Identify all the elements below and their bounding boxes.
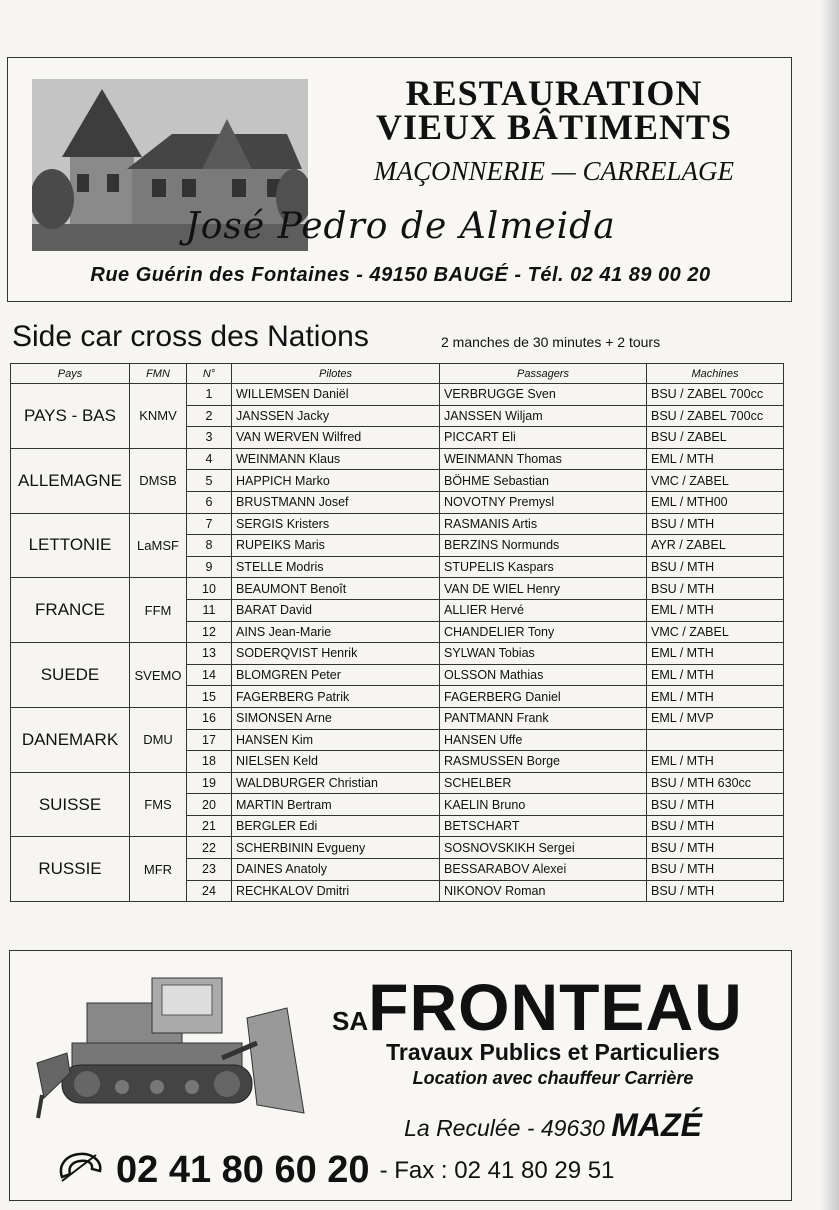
table-row	[11, 513, 784, 535]
advert-restauration	[7, 57, 792, 302]
pilot-cell: BRUSTMANN Josef	[232, 491, 440, 513]
pilot-cell: SIMONSEN Arne	[232, 707, 440, 729]
passenger-cell: SOSNOVSKIKH Sergei	[440, 837, 647, 859]
location-town: MAZÉ	[611, 1107, 702, 1143]
passenger-cell: BESSARABOV Alexei	[440, 859, 647, 881]
header-no: N°	[187, 364, 232, 384]
table-row	[11, 384, 784, 406]
number-cell: 14	[187, 664, 232, 686]
number-cell: 4	[187, 448, 232, 470]
passenger-cell: HANSEN Uffe	[440, 729, 647, 751]
number-cell: 8	[187, 535, 232, 557]
country-cell: RUSSIE	[11, 837, 130, 902]
passenger-cell: PANTMANN Frank	[440, 707, 647, 729]
machine-cell: EML / MTH00	[647, 491, 784, 513]
number-cell: 23	[187, 859, 232, 881]
pilot-cell: STELLE Modris	[232, 556, 440, 578]
country-cell: PAYS - BAS	[11, 384, 130, 449]
company-name	[332, 969, 743, 1045]
passenger-cell: SYLWAN Tobias	[440, 643, 647, 665]
header-passagers: Passagers	[440, 364, 647, 384]
passenger-cell: KAELIN Bruno	[440, 794, 647, 816]
passenger-cell: WEINMANN Thomas	[440, 448, 647, 470]
country-cell: LETTONIE	[11, 513, 130, 578]
page-edge-shadow	[821, 0, 839, 1210]
number-cell: 3	[187, 427, 232, 449]
machine-cell: EML / MTH	[647, 643, 784, 665]
table-header-row	[11, 364, 784, 384]
machine-cell: EML / MVP	[647, 707, 784, 729]
fmn-cell: SVEMO	[130, 643, 187, 708]
passenger-cell: RASMUSSEN Borge	[440, 751, 647, 773]
passenger-cell: PICCART Eli	[440, 427, 647, 449]
machine-cell: EML / MTH	[647, 751, 784, 773]
fmn-cell: DMU	[130, 707, 187, 772]
pilot-cell: RUPEIKS Maris	[232, 535, 440, 557]
pilot-cell: DAINES Anatoly	[232, 859, 440, 881]
pilot-cell: MARTIN Bertram	[232, 794, 440, 816]
machine-cell	[647, 729, 784, 751]
number-cell: 10	[187, 578, 232, 600]
fmn-cell: KNMV	[130, 384, 187, 449]
passenger-cell: ALLIER Hervé	[440, 599, 647, 621]
pilot-cell: HAPPICH Marko	[232, 470, 440, 492]
number-cell: 7	[187, 513, 232, 535]
number-cell: 19	[187, 772, 232, 794]
advert-headline-1: RESTAURATION	[405, 73, 703, 113]
machine-cell: EML / MTH	[647, 448, 784, 470]
passenger-cell: STUPELIS Kaspars	[440, 556, 647, 578]
pilot-cell: NIELSEN Keld	[232, 751, 440, 773]
machine-cell: EML / MTH	[647, 686, 784, 708]
passenger-cell: NOVOTNY Premysl	[440, 491, 647, 513]
telephone-icon	[56, 1151, 104, 1190]
number-cell: 21	[187, 815, 232, 837]
machine-cell: BSU / ZABEL 700cc	[647, 405, 784, 427]
machine-cell: BSU / MTH	[647, 794, 784, 816]
pilot-cell: WEINMANN Klaus	[232, 448, 440, 470]
number-cell: 24	[187, 880, 232, 902]
country-cell: SUEDE	[11, 643, 130, 708]
machine-cell: BSU / MTH	[647, 815, 784, 837]
pilot-cell: JANSSEN Jacky	[232, 405, 440, 427]
passenger-cell: NIKONOV Roman	[440, 880, 647, 902]
number-cell: 13	[187, 643, 232, 665]
advert-address: Rue Guérin des Fontaines - 49150 BAUGÉ - Tél. 02 41 89 00 20	[90, 264, 711, 286]
company-title: FRONTEAU	[368, 970, 743, 1044]
pilot-cell: SCHERBININ Evgueny	[232, 837, 440, 859]
passenger-cell: FAGERBERG Daniel	[440, 686, 647, 708]
company-tagline: Travaux Publics et Particuliers	[386, 1039, 720, 1065]
machine-cell: BSU / MTH	[647, 837, 784, 859]
passenger-cell: SCHELBER	[440, 772, 647, 794]
number-cell: 15	[187, 686, 232, 708]
location-prefix: La Reculée - 49630	[404, 1115, 612, 1141]
passenger-cell: VERBRUGGE Sven	[440, 384, 647, 406]
machine-cell: BSU / MTH 630cc	[647, 772, 784, 794]
pilot-cell: HANSEN Kim	[232, 729, 440, 751]
pilot-cell: BEAUMONT Benoît	[232, 578, 440, 600]
pilot-cell: VAN WERVEN Wilfred	[232, 427, 440, 449]
passenger-cell: BERZINS Normunds	[440, 535, 647, 557]
number-cell: 16	[187, 707, 232, 729]
header-machines: Machines	[647, 364, 784, 384]
number-cell: 5	[187, 470, 232, 492]
machine-cell: BSU / ZABEL 700cc	[647, 384, 784, 406]
table-row	[11, 643, 784, 665]
passenger-cell: VAN DE WIEL Henry	[440, 578, 647, 600]
pilot-cell: AINS Jean-Marie	[232, 621, 440, 643]
number-cell: 17	[187, 729, 232, 751]
advert-owner-signature: José Pedro de Almeida	[185, 206, 616, 247]
passenger-cell: BETSCHART	[440, 815, 647, 837]
country-cell: DANEMARK	[11, 707, 130, 772]
fmn-cell: FFM	[130, 578, 187, 643]
number-cell: 1	[187, 384, 232, 406]
machine-cell: BSU / MTH	[647, 859, 784, 881]
number-cell: 20	[187, 794, 232, 816]
company-location	[328, 1107, 778, 1144]
table-row	[11, 837, 784, 859]
race-title: Side car cross des Nations	[12, 320, 369, 353]
machine-cell: EML / MTH	[647, 664, 784, 686]
machine-cell: BSU / MTH	[647, 513, 784, 535]
advert-subtitle: MAÇONNERIE — CARRELAGE	[374, 156, 734, 186]
pilot-cell: SODERQVIST Henrik	[232, 643, 440, 665]
machine-cell: BSU / MTH	[647, 578, 784, 600]
table-row	[11, 772, 784, 794]
passenger-cell: OLSSON Mathias	[440, 664, 647, 686]
fmn-cell: LaMSF	[130, 513, 187, 578]
machine-cell: VMC / ZABEL	[647, 621, 784, 643]
machine-cell: EML / MTH	[647, 599, 784, 621]
passenger-cell: RASMANIS Artis	[440, 513, 647, 535]
number-cell: 11	[187, 599, 232, 621]
header-fmn: FMN	[130, 364, 187, 384]
number-cell: 6	[187, 491, 232, 513]
machine-cell: BSU / MTH	[647, 556, 784, 578]
fmn-cell: FMS	[130, 772, 187, 837]
number-cell: 9	[187, 556, 232, 578]
pilot-cell: RECHKALOV Dmitri	[232, 880, 440, 902]
number-cell: 22	[187, 837, 232, 859]
company-prefix: SA	[332, 1006, 369, 1036]
contact-row	[56, 1149, 614, 1192]
pilot-cell: BLOMGREN Peter	[232, 664, 440, 686]
country-cell: FRANCE	[11, 578, 130, 643]
pilot-cell: WILLEMSEN Daniël	[232, 384, 440, 406]
machine-cell: BSU / MTH	[647, 880, 784, 902]
fmn-cell: MFR	[130, 837, 187, 902]
header-pilotes: Pilotes	[232, 364, 440, 384]
table-row	[11, 578, 784, 600]
passenger-cell: BÖHME Sebastian	[440, 470, 647, 492]
pilot-cell: BERGLER Edi	[232, 815, 440, 837]
advert-headline-2: VIEUX BÂTIMENTS	[375, 107, 733, 147]
number-cell: 18	[187, 751, 232, 773]
number-cell: 12	[187, 621, 232, 643]
table-row	[11, 448, 784, 470]
machine-cell: AYR / ZABEL	[647, 535, 784, 557]
country-cell: ALLEMAGNE	[11, 448, 130, 513]
pilot-cell: SERGIS Kristers	[232, 513, 440, 535]
advert-fronteau	[9, 950, 792, 1201]
passenger-cell: JANSSEN Wiljam	[440, 405, 647, 427]
pilot-cell: FAGERBERG Patrik	[232, 686, 440, 708]
race-subtitle: 2 manches de 30 minutes + 2 tours	[441, 334, 661, 350]
table-row	[11, 707, 784, 729]
pilot-cell: WALDBURGER Christian	[232, 772, 440, 794]
pilot-cell: BARAT David	[232, 599, 440, 621]
fax-number: - Fax : 02 41 80 29 51	[379, 1156, 615, 1184]
company-tagline-2: Location avec chauffeur Carrière	[412, 1068, 694, 1088]
results-table	[10, 363, 784, 902]
number-cell: 2	[187, 405, 232, 427]
header-pays: Pays	[11, 364, 130, 384]
bulldozer-illustration	[32, 973, 317, 1138]
passenger-cell: CHANDELIER Tony	[440, 621, 647, 643]
machine-cell: VMC / ZABEL	[647, 470, 784, 492]
phone-number: 02 41 80 60 20	[116, 1149, 370, 1191]
country-cell: SUISSE	[11, 772, 130, 837]
machine-cell: BSU / ZABEL	[647, 427, 784, 449]
results-body	[11, 384, 784, 902]
fmn-cell: DMSB	[130, 448, 187, 513]
